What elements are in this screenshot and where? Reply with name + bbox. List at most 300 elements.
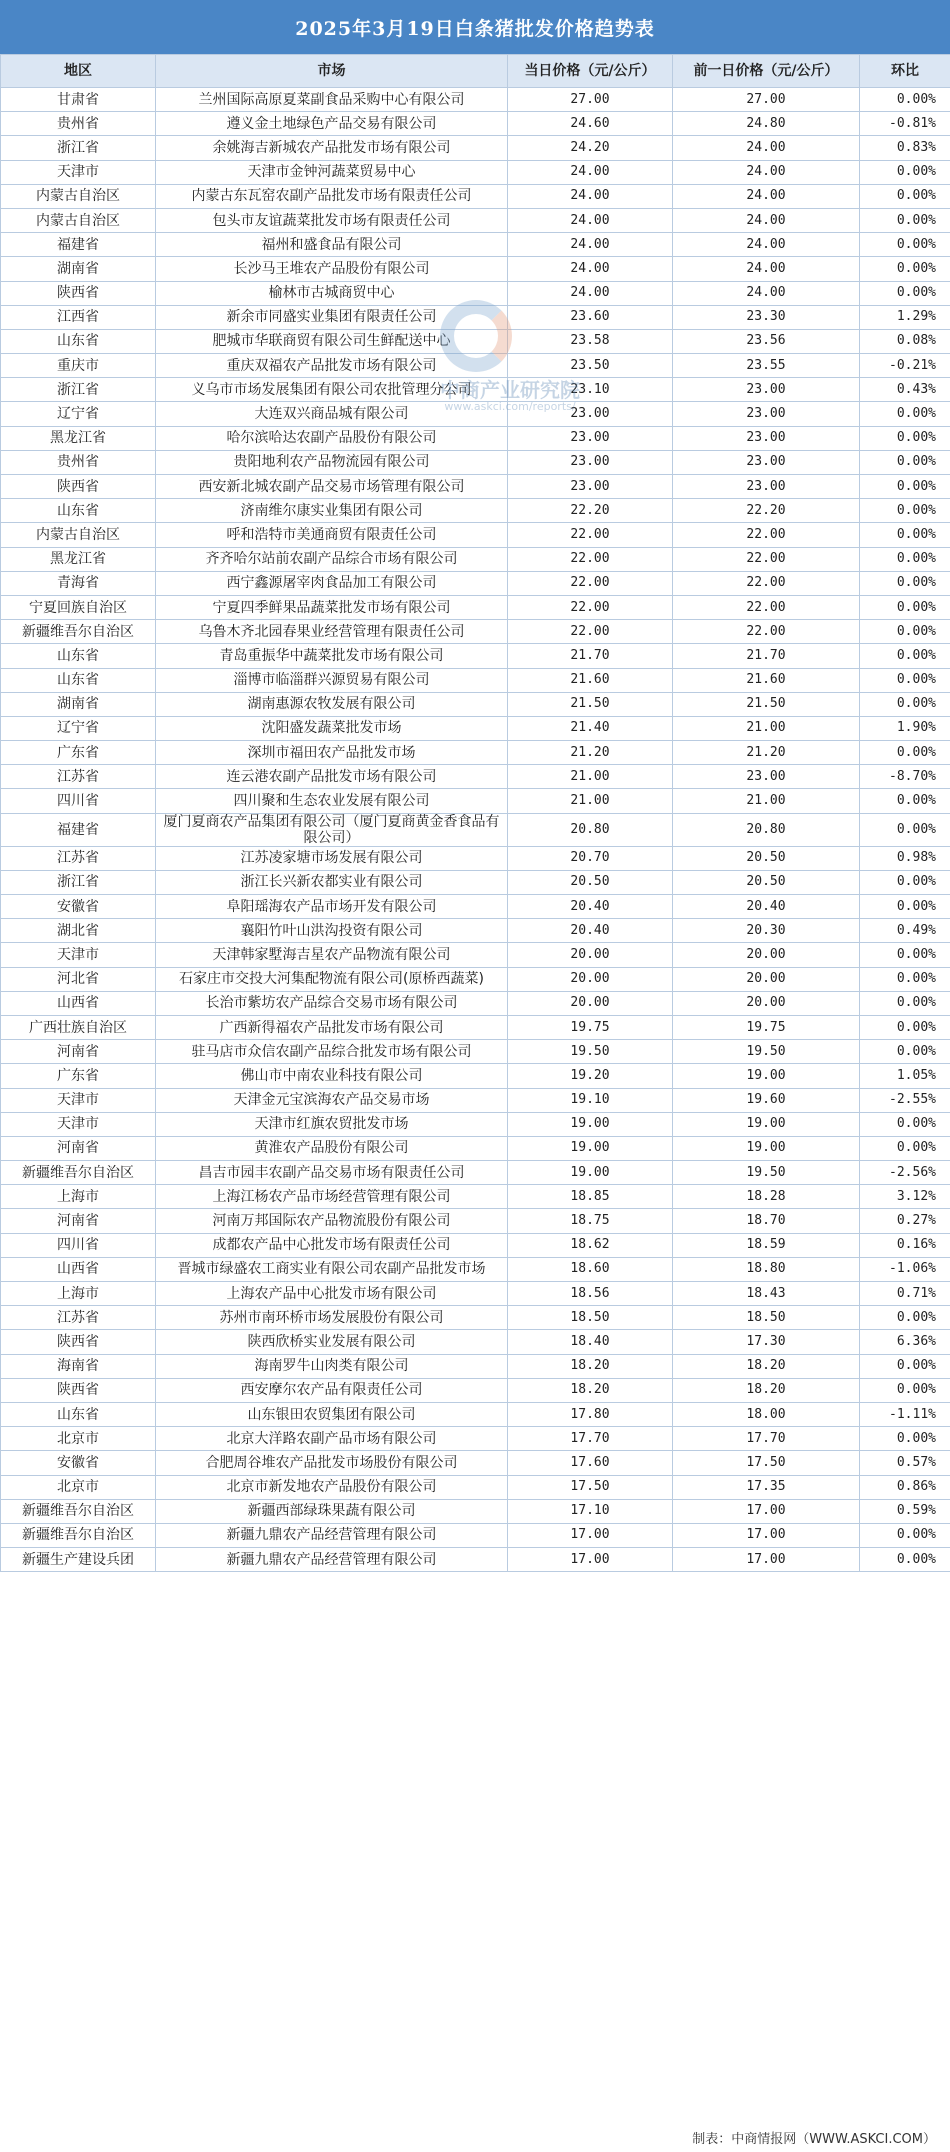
- cell-region: 山东省: [1, 1402, 156, 1426]
- cell-prev-price: 18.00: [673, 1402, 860, 1426]
- cell-change: 3.12%: [860, 1185, 950, 1209]
- cell-region: 浙江省: [1, 378, 156, 402]
- cell-change: -8.70%: [860, 765, 950, 789]
- cell-change: 6.36%: [860, 1330, 950, 1354]
- table-row: [1, 88, 950, 112]
- cell-prev-price: 17.00: [673, 1499, 860, 1523]
- footer-source: 制表：中商情报网（WWW.ASKCI.COM）: [692, 2132, 936, 2147]
- cell-today-price: 19.20: [508, 1064, 673, 1088]
- cell-change: 0.00%: [860, 895, 950, 919]
- cell-today-price: 23.00: [508, 426, 673, 450]
- cell-today-price: 22.00: [508, 547, 673, 571]
- cell-change: 0.00%: [860, 499, 950, 523]
- cell-prev-price: 21.00: [673, 789, 860, 813]
- cell-change: 0.00%: [860, 789, 950, 813]
- cell-prev-price: 22.00: [673, 523, 860, 547]
- cell-prev-price: 24.00: [673, 136, 860, 160]
- cell-market: 阜阳瑶海农产品市场开发有限公司: [156, 895, 508, 919]
- cell-market: 合肥周谷堆农产品批发市场股份有限公司: [156, 1451, 508, 1475]
- cell-market: 青岛重振华中蔬菜批发市场有限公司: [156, 644, 508, 668]
- cell-today-price: 20.00: [508, 943, 673, 967]
- table-row: [1, 620, 950, 644]
- cell-prev-price: 17.30: [673, 1330, 860, 1354]
- cell-change: 0.00%: [860, 991, 950, 1015]
- header-prev-price: 前一日价格（元/公斤）: [673, 55, 860, 88]
- cell-prev-price: 17.35: [673, 1475, 860, 1499]
- cell-prev-price: 19.00: [673, 1136, 860, 1160]
- table-row: [1, 1282, 950, 1306]
- cell-today-price: 19.00: [508, 1136, 673, 1160]
- cell-market: 江苏凌家塘市场发展有限公司: [156, 846, 508, 870]
- cell-today-price: 22.00: [508, 620, 673, 644]
- cell-market: 天津韩家墅海吉星农产品物流有限公司: [156, 943, 508, 967]
- cell-region: 新疆维吾尔自治区: [1, 620, 156, 644]
- cell-change: 0.00%: [860, 450, 950, 474]
- cell-market: 哈尔滨哈达农副产品股份有限公司: [156, 426, 508, 450]
- cell-change: 1.90%: [860, 716, 950, 740]
- table-row: [1, 1402, 950, 1426]
- cell-today-price: 17.70: [508, 1427, 673, 1451]
- cell-market: 北京市新发地农产品股份有限公司: [156, 1475, 508, 1499]
- cell-today-price: 17.00: [508, 1548, 673, 1572]
- cell-region: 福建省: [1, 233, 156, 257]
- cell-change: 0.00%: [860, 870, 950, 894]
- cell-market: 西安新北城农副产品交易市场管理有限公司: [156, 475, 508, 499]
- cell-prev-price: 22.20: [673, 499, 860, 523]
- cell-region: 江苏省: [1, 846, 156, 870]
- cell-change: 0.57%: [860, 1451, 950, 1475]
- cell-today-price: 23.58: [508, 329, 673, 353]
- cell-prev-price: 23.00: [673, 475, 860, 499]
- cell-market: 福州和盛食品有限公司: [156, 233, 508, 257]
- cell-market: 晋城市绿盛农工商实业有限公司农副产品批发市场: [156, 1257, 508, 1281]
- cell-market: 贵阳地利农产品物流园有限公司: [156, 450, 508, 474]
- table-row: [1, 1354, 950, 1378]
- cell-change: 0.49%: [860, 919, 950, 943]
- cell-region: 安徽省: [1, 1451, 156, 1475]
- table-row: [1, 475, 950, 499]
- cell-region: 河南省: [1, 1040, 156, 1064]
- cell-today-price: 19.00: [508, 1112, 673, 1136]
- cell-prev-price: 19.50: [673, 1040, 860, 1064]
- cell-prev-price: 23.00: [673, 378, 860, 402]
- cell-region: 山东省: [1, 668, 156, 692]
- cell-market: 石家庄市交投大河集配物流有限公司(原桥西蔬菜): [156, 967, 508, 991]
- cell-today-price: 20.00: [508, 991, 673, 1015]
- cell-region: 湖南省: [1, 257, 156, 281]
- cell-prev-price: 24.00: [673, 160, 860, 184]
- cell-market: 天津市红旗农贸批发市场: [156, 1112, 508, 1136]
- cell-today-price: 21.00: [508, 765, 673, 789]
- cell-change: 0.00%: [860, 257, 950, 281]
- table-row: [1, 813, 950, 846]
- cell-market: 济南维尔康实业集团有限公司: [156, 499, 508, 523]
- cell-region: 新疆维吾尔自治区: [1, 1523, 156, 1547]
- price-table: [0, 54, 950, 1572]
- cell-change: 0.27%: [860, 1209, 950, 1233]
- cell-prev-price: 23.00: [673, 426, 860, 450]
- cell-change: 0.00%: [860, 595, 950, 619]
- cell-today-price: 20.40: [508, 919, 673, 943]
- table-row: [1, 1209, 950, 1233]
- table-row: [1, 943, 950, 967]
- cell-market: 西安摩尔农产品有限责任公司: [156, 1378, 508, 1402]
- cell-region: 河南省: [1, 1209, 156, 1233]
- cell-region: 湖南省: [1, 692, 156, 716]
- cell-region: 江西省: [1, 305, 156, 329]
- cell-market: 内蒙古东瓦窑农副产品批发市场有限责任公司: [156, 184, 508, 208]
- table-row: [1, 967, 950, 991]
- cell-prev-price: 18.28: [673, 1185, 860, 1209]
- cell-prev-price: 21.20: [673, 741, 860, 765]
- table-row: [1, 1040, 950, 1064]
- cell-prev-price: 20.30: [673, 919, 860, 943]
- cell-prev-price: 21.70: [673, 644, 860, 668]
- cell-prev-price: 19.00: [673, 1112, 860, 1136]
- cell-region: 北京市: [1, 1475, 156, 1499]
- cell-prev-price: 24.00: [673, 208, 860, 232]
- cell-today-price: 22.20: [508, 499, 673, 523]
- cell-prev-price: 20.00: [673, 943, 860, 967]
- cell-prev-price: 23.00: [673, 450, 860, 474]
- cell-region: 山东省: [1, 329, 156, 353]
- cell-region: 浙江省: [1, 870, 156, 894]
- cell-prev-price: 18.20: [673, 1354, 860, 1378]
- cell-change: 0.00%: [860, 813, 950, 846]
- cell-today-price: 23.00: [508, 450, 673, 474]
- cell-change: 0.00%: [860, 967, 950, 991]
- cell-region: 黑龙江省: [1, 426, 156, 450]
- table-row: [1, 789, 950, 813]
- cell-market: 山东银田农贸集团有限公司: [156, 1402, 508, 1426]
- table-row: [1, 716, 950, 740]
- cell-change: 0.00%: [860, 1354, 950, 1378]
- cell-change: 0.00%: [860, 1136, 950, 1160]
- cell-market: 义乌市市场发展集团有限公司农批管理分公司: [156, 378, 508, 402]
- cell-market: 天津金元宝滨海农产品交易市场: [156, 1088, 508, 1112]
- cell-change: 0.00%: [860, 426, 950, 450]
- cell-region: 甘肃省: [1, 88, 156, 112]
- cell-region: 山东省: [1, 499, 156, 523]
- cell-today-price: 24.00: [508, 160, 673, 184]
- cell-prev-price: 22.00: [673, 620, 860, 644]
- table-row: [1, 692, 950, 716]
- cell-region: 福建省: [1, 813, 156, 846]
- watermark-text: 中商产业研究院: [440, 378, 580, 402]
- table-row: [1, 112, 950, 136]
- cell-region: 青海省: [1, 571, 156, 595]
- cell-today-price: 18.75: [508, 1209, 673, 1233]
- cell-today-price: 24.20: [508, 136, 673, 160]
- cell-prev-price: 27.00: [673, 88, 860, 112]
- cell-market: 长沙马王堆农产品股份有限公司: [156, 257, 508, 281]
- cell-region: 海南省: [1, 1354, 156, 1378]
- cell-change: 0.43%: [860, 378, 950, 402]
- cell-today-price: 19.75: [508, 1015, 673, 1039]
- cell-market: 长治市紫坊农产品综合交易市场有限公司: [156, 991, 508, 1015]
- cell-change: -0.21%: [860, 354, 950, 378]
- table-row: [1, 1136, 950, 1160]
- cell-prev-price: 17.00: [673, 1548, 860, 1572]
- cell-market: 浙江长兴新农都实业有限公司: [156, 870, 508, 894]
- table-row: [1, 1185, 950, 1209]
- cell-today-price: 22.00: [508, 523, 673, 547]
- cell-region: 天津市: [1, 943, 156, 967]
- cell-change: -2.56%: [860, 1161, 950, 1185]
- cell-region: 内蒙古自治区: [1, 184, 156, 208]
- table-row: [1, 571, 950, 595]
- cell-market: 余姚海吉新城农产品批发市场有限公司: [156, 136, 508, 160]
- cell-prev-price: 23.55: [673, 354, 860, 378]
- cell-change: 0.00%: [860, 1427, 950, 1451]
- cell-region: 天津市: [1, 1088, 156, 1112]
- table-row: [1, 426, 950, 450]
- cell-change: 0.00%: [860, 1306, 950, 1330]
- cell-market: 连云港农副产品批发市场有限公司: [156, 765, 508, 789]
- table-row: [1, 1427, 950, 1451]
- cell-region: 重庆市: [1, 354, 156, 378]
- cell-market: 佛山市中南农业科技有限公司: [156, 1064, 508, 1088]
- cell-prev-price: 20.40: [673, 895, 860, 919]
- cell-region: 上海市: [1, 1282, 156, 1306]
- cell-today-price: 23.00: [508, 475, 673, 499]
- table-row: [1, 1548, 950, 1572]
- cell-today-price: 18.85: [508, 1185, 673, 1209]
- cell-change: 0.00%: [860, 184, 950, 208]
- cell-prev-price: 19.00: [673, 1064, 860, 1088]
- cell-change: 1.29%: [860, 305, 950, 329]
- cell-change: 0.00%: [860, 741, 950, 765]
- cell-region: 新疆维吾尔自治区: [1, 1161, 156, 1185]
- table-row: [1, 499, 950, 523]
- cell-region: 四川省: [1, 789, 156, 813]
- cell-market: 天津市金钟河蔬菜贸易中心: [156, 160, 508, 184]
- cell-prev-price: 19.75: [673, 1015, 860, 1039]
- cell-change: 0.98%: [860, 846, 950, 870]
- cell-prev-price: 20.80: [673, 813, 860, 846]
- cell-prev-price: 24.80: [673, 112, 860, 136]
- table-row: [1, 1233, 950, 1257]
- table-row: [1, 1523, 950, 1547]
- cell-prev-price: 22.00: [673, 595, 860, 619]
- cell-change: 0.00%: [860, 547, 950, 571]
- cell-change: 0.59%: [860, 1499, 950, 1523]
- table-row: [1, 305, 950, 329]
- cell-market: 襄阳竹叶山洪沟投资有限公司: [156, 919, 508, 943]
- table-row: [1, 1475, 950, 1499]
- cell-today-price: 24.00: [508, 233, 673, 257]
- cell-change: -1.06%: [860, 1257, 950, 1281]
- cell-prev-price: 18.80: [673, 1257, 860, 1281]
- cell-prev-price: 19.50: [673, 1161, 860, 1185]
- cell-prev-price: 17.70: [673, 1427, 860, 1451]
- table-row: [1, 919, 950, 943]
- table-row: [1, 1451, 950, 1475]
- cell-today-price: 23.00: [508, 402, 673, 426]
- cell-market: 兰州国际高原夏菜副食品采购中心有限公司: [156, 88, 508, 112]
- cell-prev-price: 21.60: [673, 668, 860, 692]
- cell-market: 大连双兴商品城有限公司: [156, 402, 508, 426]
- cell-today-price: 18.62: [508, 1233, 673, 1257]
- cell-today-price: 20.00: [508, 967, 673, 991]
- table-row: [1, 668, 950, 692]
- cell-today-price: 21.50: [508, 692, 673, 716]
- cell-change: 0.00%: [860, 620, 950, 644]
- cell-today-price: 18.56: [508, 1282, 673, 1306]
- cell-market: 驻马店市众信农副产品综合批发市场有限公司: [156, 1040, 508, 1064]
- cell-market: 海南罗牛山肉类有限公司: [156, 1354, 508, 1378]
- table-row: [1, 402, 950, 426]
- cell-market: 宁夏四季鲜果品蔬菜批发市场有限公司: [156, 595, 508, 619]
- cell-region: 山西省: [1, 991, 156, 1015]
- cell-change: 0.00%: [860, 281, 950, 305]
- cell-prev-price: 20.00: [673, 967, 860, 991]
- table-row: [1, 378, 950, 402]
- cell-region: 贵州省: [1, 112, 156, 136]
- cell-prev-price: 24.00: [673, 281, 860, 305]
- cell-change: 0.00%: [860, 692, 950, 716]
- header-row: [1, 55, 950, 88]
- cell-today-price: 18.60: [508, 1257, 673, 1281]
- cell-change: -2.55%: [860, 1088, 950, 1112]
- cell-prev-price: 18.50: [673, 1306, 860, 1330]
- table-row: [1, 1112, 950, 1136]
- table-row: [1, 233, 950, 257]
- cell-market: 沈阳盛发蔬菜批发市场: [156, 716, 508, 740]
- cell-market: 上海农产品中心批发市场有限公司: [156, 1282, 508, 1306]
- cell-region: 陕西省: [1, 475, 156, 499]
- table-row: [1, 595, 950, 619]
- cell-prev-price: 23.56: [673, 329, 860, 353]
- cell-prev-price: 19.60: [673, 1088, 860, 1112]
- table-row: [1, 1330, 950, 1354]
- cell-market: 苏州市南环桥市场发展股份有限公司: [156, 1306, 508, 1330]
- cell-today-price: 18.20: [508, 1378, 673, 1402]
- table-row: [1, 136, 950, 160]
- cell-market: 肥城市华联商贸有限公司生鲜配送中心: [156, 329, 508, 353]
- table-row: [1, 523, 950, 547]
- cell-today-price: 21.40: [508, 716, 673, 740]
- cell-market: 河南万邦国际农产品物流股份有限公司: [156, 1209, 508, 1233]
- cell-region: 天津市: [1, 160, 156, 184]
- cell-today-price: 23.50: [508, 354, 673, 378]
- cell-change: 0.00%: [860, 160, 950, 184]
- table-row: [1, 644, 950, 668]
- cell-change: -1.11%: [860, 1402, 950, 1426]
- cell-today-price: 18.50: [508, 1306, 673, 1330]
- cell-today-price: 24.00: [508, 208, 673, 232]
- cell-region: 新疆生产建设兵团: [1, 1548, 156, 1572]
- cell-region: 河南省: [1, 1136, 156, 1160]
- cell-region: 辽宁省: [1, 716, 156, 740]
- cell-today-price: 27.00: [508, 88, 673, 112]
- cell-today-price: 22.00: [508, 571, 673, 595]
- cell-market: 新余市同盛实业集团有限责任公司: [156, 305, 508, 329]
- cell-today-price: 21.60: [508, 668, 673, 692]
- table-row: [1, 1161, 950, 1185]
- cell-prev-price: 22.00: [673, 571, 860, 595]
- cell-market: 西宁鑫源屠宰肉食品加工有限公司: [156, 571, 508, 595]
- cell-region: 宁夏回族自治区: [1, 595, 156, 619]
- cell-region: 辽宁省: [1, 402, 156, 426]
- cell-market: 新疆九鼎农产品经营管理有限公司: [156, 1523, 508, 1547]
- cell-today-price: 20.40: [508, 895, 673, 919]
- cell-change: 0.00%: [860, 943, 950, 967]
- cell-prev-price: 23.00: [673, 402, 860, 426]
- cell-region: 广西壮族自治区: [1, 1015, 156, 1039]
- table-row: [1, 257, 950, 281]
- table-row: [1, 184, 950, 208]
- cell-change: 0.00%: [860, 233, 950, 257]
- cell-today-price: 21.70: [508, 644, 673, 668]
- cell-prev-price: 18.20: [673, 1378, 860, 1402]
- table-row: [1, 741, 950, 765]
- cell-today-price: 23.10: [508, 378, 673, 402]
- cell-prev-price: 23.30: [673, 305, 860, 329]
- cell-today-price: 17.60: [508, 1451, 673, 1475]
- cell-market: 成都农产品中心批发市场有限责任公司: [156, 1233, 508, 1257]
- cell-prev-price: 23.00: [673, 765, 860, 789]
- cell-change: 0.71%: [860, 1282, 950, 1306]
- cell-region: 广东省: [1, 741, 156, 765]
- cell-prev-price: 20.50: [673, 846, 860, 870]
- table-row: [1, 1064, 950, 1088]
- cell-today-price: 24.60: [508, 112, 673, 136]
- cell-region: 浙江省: [1, 136, 156, 160]
- table-title: 2025年3月19日白条猪批发价格趋势表: [0, 0, 950, 54]
- watermark-url: www.askci.com/reports/: [444, 400, 576, 413]
- table-row: [1, 1088, 950, 1112]
- cell-region: 广东省: [1, 1064, 156, 1088]
- cell-change: 1.05%: [860, 1064, 950, 1088]
- cell-market: 乌鲁木齐北园春果业经营管理有限责任公司: [156, 620, 508, 644]
- cell-today-price: 19.10: [508, 1088, 673, 1112]
- cell-region: 黑龙江省: [1, 547, 156, 571]
- cell-market: 淄博市临淄群兴源贸易有限公司: [156, 668, 508, 692]
- cell-today-price: 18.40: [508, 1330, 673, 1354]
- cell-today-price: 20.80: [508, 813, 673, 846]
- table-row: [1, 547, 950, 571]
- cell-region: 北京市: [1, 1427, 156, 1451]
- cell-today-price: 20.70: [508, 846, 673, 870]
- cell-market: 包头市友谊蔬菜批发市场有限责任公司: [156, 208, 508, 232]
- cell-region: 内蒙古自治区: [1, 523, 156, 547]
- cell-market: 上海江杨农产品市场经营管理有限公司: [156, 1185, 508, 1209]
- cell-region: 上海市: [1, 1185, 156, 1209]
- cell-market: 湖南惠源农牧发展有限公司: [156, 692, 508, 716]
- cell-region: 陕西省: [1, 281, 156, 305]
- table-row: [1, 354, 950, 378]
- cell-change: 0.00%: [860, 402, 950, 426]
- cell-region: 贵州省: [1, 450, 156, 474]
- cell-prev-price: 21.00: [673, 716, 860, 740]
- cell-prev-price: 18.70: [673, 1209, 860, 1233]
- cell-today-price: 17.10: [508, 1499, 673, 1523]
- cell-region: 新疆维吾尔自治区: [1, 1499, 156, 1523]
- table-row: [1, 765, 950, 789]
- cell-region: 内蒙古自治区: [1, 208, 156, 232]
- cell-market: 齐齐哈尔站前农副产品综合市场有限公司: [156, 547, 508, 571]
- table-row: [1, 991, 950, 1015]
- cell-change: 0.00%: [860, 475, 950, 499]
- header-today-price: 当日价格（元/公斤）: [508, 55, 673, 88]
- cell-market: 厦门夏商农产品集团有限公司（厦门夏商黄金香食品有限公司）: [156, 813, 508, 846]
- cell-change: 0.00%: [860, 1523, 950, 1547]
- cell-market: 北京大洋路农副产品市场有限公司: [156, 1427, 508, 1451]
- cell-change: 0.00%: [860, 88, 950, 112]
- cell-today-price: 24.00: [508, 257, 673, 281]
- table-row: [1, 281, 950, 305]
